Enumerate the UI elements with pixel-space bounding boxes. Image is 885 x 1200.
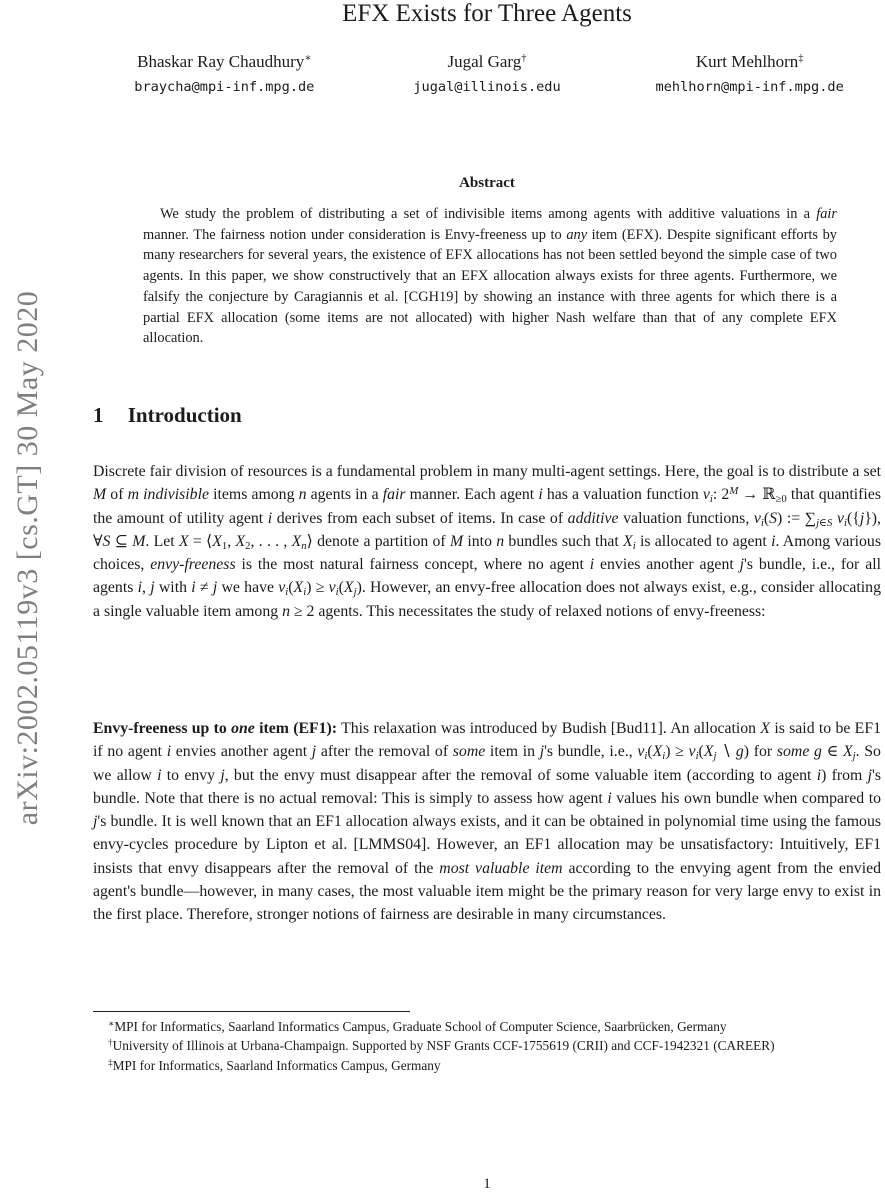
footnote: [93, 1036, 881, 1055]
author-email: braycha@mpi-inf.mpg.de: [134, 79, 315, 95]
footnote-text: MPI for Informatics, Saarland Informatics Campus, Graduate School of Computer Science, Saarbrücken, Germany: [114, 1019, 727, 1034]
author-name-text: Bhaskar Ray Chaudhury: [137, 52, 305, 71]
footnote: [93, 1056, 881, 1075]
arxiv-stamp: arXiv:2002.05119v3 [cs.GT] 30 May 2020: [11, 290, 44, 826]
author: [93, 52, 356, 95]
author-affiliation-mark: †: [521, 53, 527, 65]
footnote-text: MPI for Informatics, Saarland Informatics Campus, Germany: [112, 1057, 441, 1073]
footnote-mark: ∗: [108, 1019, 115, 1030]
author-name: [356, 52, 619, 72]
author-block: [93, 52, 881, 95]
section-heading: [93, 403, 242, 428]
section-title: Introduction: [127, 403, 242, 427]
author-name: [618, 52, 881, 72]
abstract-text: We study the problem of distributing a set of indivisible items among agents with additive valuations in a fair manner. The fairness notion under consideration is Envy-freeness up to any item (EFX). Despite significant efforts by many researchers for several years, the existence of EFX allocations has not been settled beyond the simple case of two agents. In this paper, we show constructively that an EFX allocation always exists for three agents. Furthermore, we falsify the conjecture by Caragiannis et al. [CGH19] by showing an instance with three agents for which there is a partial EFX allocation (some items are not allocated) with higher Nash welfare than that of any complete EFX allocation.: [143, 206, 837, 347]
author-email: jugal@illinois.edu: [413, 79, 561, 95]
page-number: 1: [483, 1176, 491, 1192]
ef1-paragraph: Envy-freeness up to one item (EF1): This relaxation was introduced by Budish [Bud11]. An allocation X is said to be EF1 if no agent i envies another agent j after the removal of some item in j's bundle, i.e., $v_i(X_i) \ge v_i(X_j$ ∖ g) for some g ∈ $X_j$. So we allow i to envy j, but the envy must disappear after the removal of some valuable item (according to agent i) from j's bundle. Note that there is no actual removal: This is simply to assess how agent i values his own bundle when compared to j's bundle. It is well known that an EF1 allocation always exists, and it can be obtained in polynomial time using the famous envy-cycles procedure by Lipton et al. [LMMS04]. However, an EF1 allocation may be unsatisfactory: Intuitively, EF1 insists that envy disappears after the removal of the most valuable item according to the envying agent from the envied agent's bundle—however, in many cases, the most valuable item might be the primary reason for very large envy to exist in the first place. Therefore, stronger notions of fairness are desirable in many circumstances.: [93, 720, 882, 924]
author-email: mehlhorn@mpi-inf.mpg.de: [655, 79, 844, 95]
author-affiliation-mark: ∗: [304, 53, 312, 65]
footnotes: [93, 1017, 881, 1075]
author-name-text: Jugal Garg: [447, 52, 522, 71]
author: [356, 52, 619, 95]
footnote: [93, 1017, 881, 1036]
footnote-text: University of Illinois at Urbana-Champaign. Supported by NSF Grants CCF-1755619 (CRII) and CCF-1942321 (CAREER): [112, 1038, 775, 1054]
section-number: 1: [93, 403, 104, 427]
author-affiliation-mark: ‡: [798, 53, 804, 65]
author: [618, 52, 881, 95]
footnote-mark: †: [108, 1038, 113, 1049]
footnote-rule: [93, 1011, 410, 1012]
paper-title: EFX Exists for Three Agents: [342, 0, 632, 27]
author-name-text: Kurt Mehlhorn: [695, 52, 799, 71]
intro-paragraph: Discrete fair division of resources is a fundamental problem in many multi-agent settings. Here, the goal is to distribute a set M of m indivisible items among n agents in a fair manner. Each agent i has a valuation function $v_i$: $2^M$ → ℝ$_{\ge 0}$ that quantifies the amount of utility agent i derives from each subset of items. In case of additive valuation functions, $v_i(S)$ := $\sum_{j\in S}$ $v_i(\{j\})$, ∀S ⊆ M. Let $X = ⟨X_1$, $X_2$, . . . , $X_n⟩$ denote a partition of M into n bundles such that $X_i$ is allocated to agent i. Among various choices, envy-freeness is the most natural fairness concept, where no agent i envies another agent j's bundle, i.e., for all agents i, j with i ≠ j we have $v_i(X_i) \ge v_i(X_j)$. However, an envy-free allocation does not always exist, e.g., consider allocating a single valuable item among n ≥ 2 agents. This necessitates the study of relaxed notions of envy-freeness:: [93, 463, 882, 620]
author-name: [93, 52, 356, 72]
footnote-mark: ‡: [108, 1058, 113, 1069]
abstract-heading: Abstract: [459, 175, 515, 191]
